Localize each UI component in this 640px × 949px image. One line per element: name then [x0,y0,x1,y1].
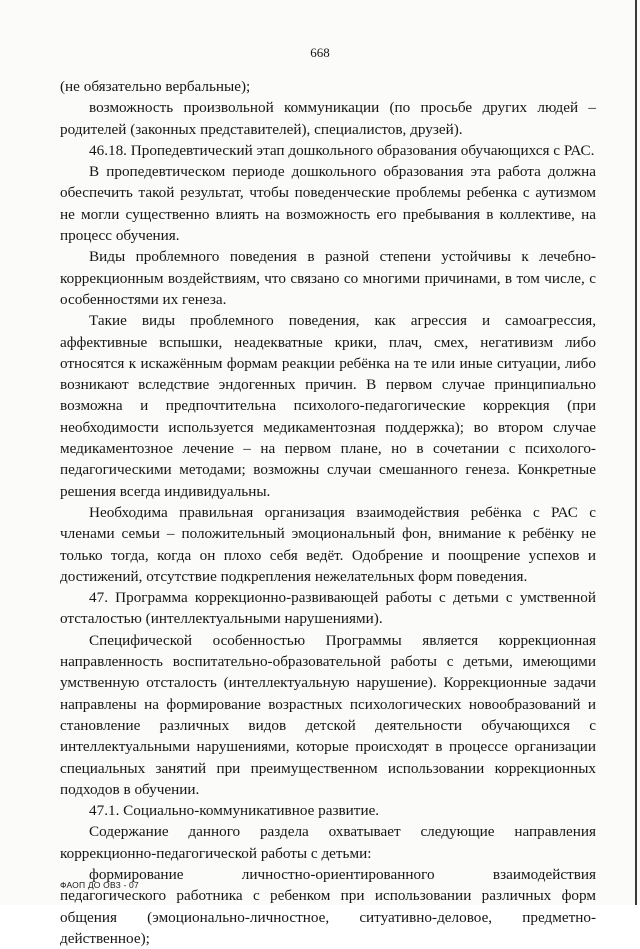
paragraph-aggression-and-causes: Такие виды проблемного поведения, как агрессия и самоагрессия, аффективные вспышки, неадекватные крики, плач, смех, негативизм либо относятся к искажённым формам реакции ребёнка на те или иные ситуации, либо возникают вследствие эндогенных причин. В первом случае принципиально возможна и предпочтительна психолого-педагогические коррекция (при необходимости используется медикаментозная поддержка); во втором случае медикаментозное лечение – на первом плане, но в сочетании с психолого-педагогическими методами; возможны случаи смешанного генеза. Конкретные решения всегда индивидуальны. [60,312,596,500]
paragraph-propaedeutic-period: В пропедевтическом периоде дошкольного образования эта работа должна обеспечить такой результат, чтобы поведенческие проблемы ребенка с аутизмом не могли существенно влиять на возможность его пребывания в коллективе, на процесс обучения. [60,163,596,245]
page-edge-line [635,0,637,905]
paragraph-item-continuation: (не обязательно вербальные); [60,78,251,95]
paragraph-problem-behavior-types: Виды проблемного поведения в разной степени устойчивы к лечебно-коррекционным воздействиям, что связано со многими причинами, в том числе, с особенностями их генеза. [60,248,596,308]
paragraph-family-interaction: Необходима правильная организация взаимодействия ребёнка с РАС с членами семьи – положительный эмоциональный фон, внимание к ребёнку не только тогда, когда он плохо себя ведёт. Одобрение и поощрение успехов и достижений, отсутствие подкрепления нежелательных форм поведения. [60,503,596,585]
paragraph-item-voluntary-communication: возможность произвольной коммуникации (по просьбе других людей – родителей (законных представителей), специалистов, друзей). [60,99,596,138]
document-body [60,76,596,949]
page-number: 668 [310,45,330,60]
section-heading-46-18: 46.18. Пропедевтический этап дошкольного образования обучающихся с РАС. [89,141,595,159]
paragraph-program-specifics: Специфической особенностью Программы является коррекционная направленность воспитательно-образовательной работы с детьми, имеющими умственную отсталость (интеллектуальную нарушение). Коррекционные задачи направлены на формирование возрастных психологических новообразований и становление различных видов детской деятельности обучающихся с интеллектуальными нарушениями, которые происходят в процессе организации специальных занятий при преимущественном использовании коррекционных подходов в обучении. [60,631,596,798]
paragraph-section-content: Содержание данного раздела охватывает следующие направления коррекционно-педагогической работы с детьми: [60,823,596,862]
section-heading-47: 47. Программа коррекционно-развивающей работы с детьми с умственной отсталостью (интеллектуальными нарушениями). [60,589,596,628]
paragraph-item-personal-interaction: формирование личностно-ориентированного взаимодействия педагогического работника с ребенком при использовании различных форм общения (эмоционально-личностное, ситуативно-деловое, предметно-действенное); [60,865,596,947]
section-heading-47-1: 47.1. Социально-коммуникативное развитие. [89,802,380,820]
document-footer-code: ФАОП ДО ОВЗ - 07 [60,880,139,890]
